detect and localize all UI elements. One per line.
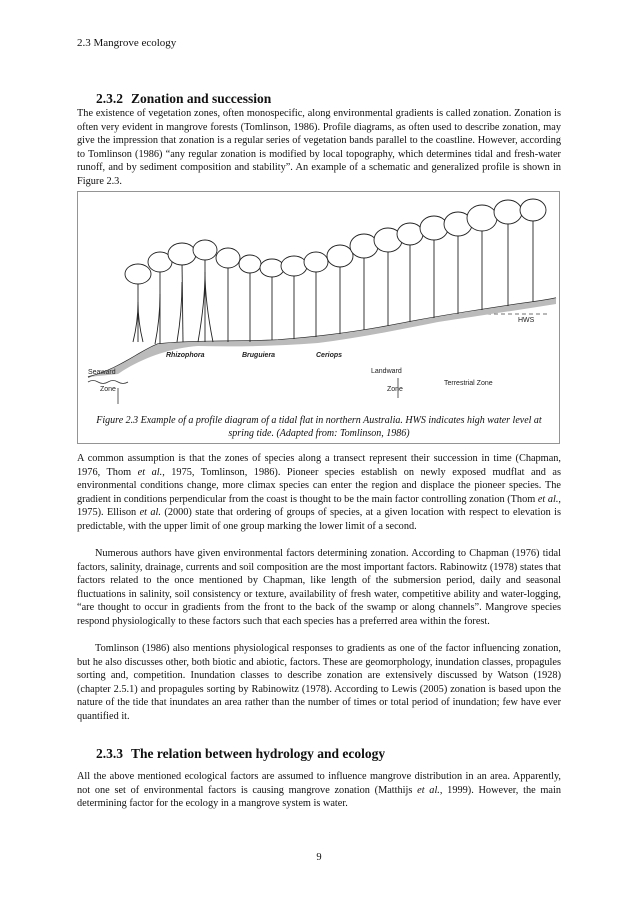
section-title: Zonation and succession (131, 91, 272, 106)
bruguiera-trees (216, 248, 307, 342)
profile-diagram (78, 192, 561, 445)
paragraph-hydrology (77, 770, 561, 811)
paragraph-succession (77, 452, 561, 534)
text: (2000) state that ordering of groups of species, at a given location with respect to elevation is predictable, with the upper limit of one group marking the lower limit of a second. (77, 507, 562, 532)
bruguiera-label: Bruguiera (242, 352, 276, 359)
figure-2-3 (77, 191, 560, 444)
section-heading-2-3-2 (96, 91, 271, 107)
figure-caption: Figure 2.3 Example of a profile diagram of a tidal flat in northern Australia. HWS indicates high water level at spring tide. (Adapted from: Tomlinson, 1986) (96, 415, 542, 439)
section-title: The relation between hydrology and ecology (131, 746, 386, 761)
seaward-label: Seaward (88, 369, 116, 376)
landward-label: Landward (371, 368, 402, 375)
page-number: 9 (316, 852, 322, 863)
paragraph-zonation-intro: The existence of vegetation zones, often monospecific, along environmental gradients is called zonation. Zonation is often very evident in mangrove forests (Tomlinson, 1986). Profile diagrams, as often used to describe zonation, may give the impression that zonation is a regular series of vegetation bands parallel to the coastline. However, according to Tomlinson (1986) “any regular zonation is modified by local topography, which determines tidal and fresh-water runoff, and by sediment composition and stability”. An example of a schematic and generalized profile is shown in Figure 2.3. (77, 108, 561, 187)
section-number: 2.3.3 (96, 746, 123, 761)
text: All the above mentioned ecological factors are assumed to influence mangrove distribution in an area. Apparently, not one set of environmental factors is causing mangrove zonation (Matthijs (77, 771, 561, 796)
ceriops-trees (304, 228, 402, 337)
ceriops-label: Ceriops (316, 352, 343, 359)
et-al: et al. (537, 493, 559, 505)
hws-label: HWS (518, 317, 535, 324)
paragraph-tomlinson: Tomlinson (1986) also mentions physiological responses to gradients as one of the factor influencing zonation, but he also discusses other, both biotic and abiotic, factors. These are geomorphology, inundation classes, propagules sorting and, competition. Inundation classes to describe zonation are extensively discussed by Watson (1928) (chapter 2.5.1) and propagules sorting by Rabinowitz (1978). According to Lewis (2005) zonation is based upon the nature of the tide that inundates an area rather than the number of times or total period of inundation; few have ever quantified it. (77, 643, 561, 722)
text: , 1975). Ellison (77, 493, 561, 519)
text: A common assumption is that the zones of species along a transect represent their succession in time (Chapman, 1976, Thom (77, 453, 561, 478)
seaward-zone-label: Zone (100, 386, 116, 393)
ground-fill (88, 298, 556, 377)
rhizophora-label: Rhizophora (166, 352, 205, 359)
terrestrial-zone-label: Terrestrial Zone (444, 380, 493, 387)
et-al: et al. (139, 507, 161, 519)
text: , 1975, Tomlinson, 1986). Pioneer species establish on newly exposed mudflat and as environmental conditions change, more climax species can enter the region and displace the pioneer species. The gradient in conditions perpendicular from the coast is thought to be the main factor controlling zonation (Thom (77, 466, 562, 505)
et-al: et al. (137, 466, 163, 478)
et-al: et al. (417, 784, 440, 796)
running-head: 2.3 Mangrove ecology (77, 37, 177, 49)
landward-zone-label: Zone (387, 386, 403, 393)
section-number: 2.3.2 (96, 91, 123, 106)
water-line (88, 381, 128, 384)
text: , 1999). However, the main determining factor for the ecology in a mangrove system is water. (77, 784, 561, 810)
rhizophora-trees (125, 240, 217, 344)
paragraph-environmental-factors: Numerous authors have given environmental factors determining zonation. According to Chapman (1976) tidal factors, salinity, drainage, currents and soil composition are the most important factors. Rabinowitz (1978) states that factors related to the once mentioned by Chapman, like length of the submersion period, daily and seasonal fluctuations in salinity, soil consistency or texture, availability of fresh water, competitive ability and water-logging, “are thought to occur in gradients from the front to the back of the swamp or along channels”. Mangrove species respond physiologically to these factors such that each species has a preferred area within the forest. (77, 548, 561, 627)
section-heading-2-3-3 (96, 746, 385, 762)
